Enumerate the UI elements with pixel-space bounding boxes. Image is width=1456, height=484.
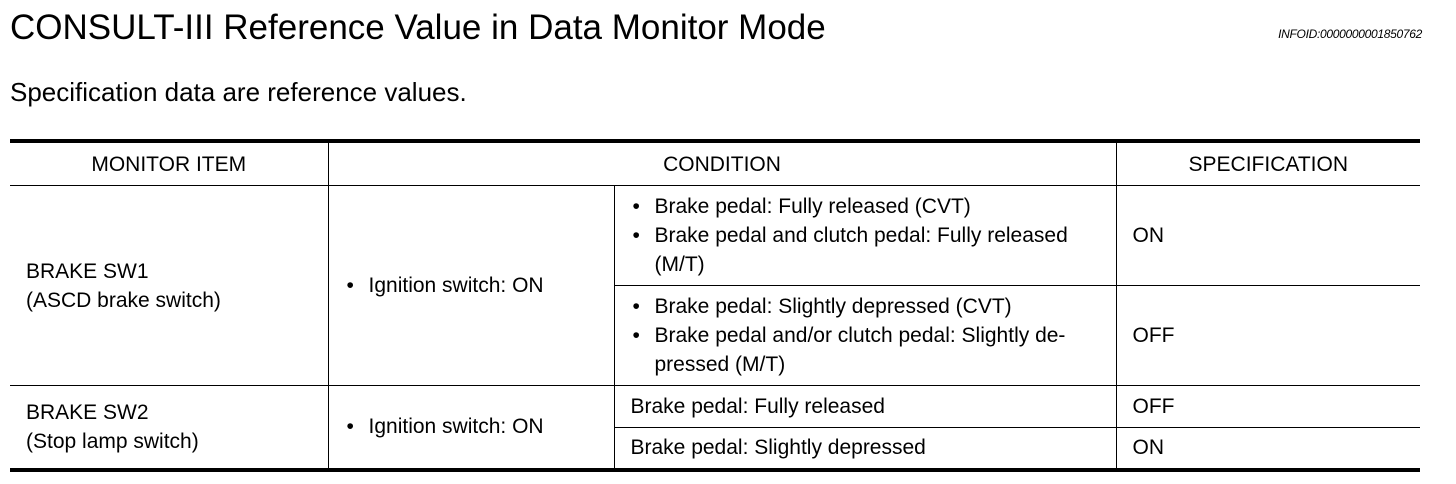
specification-value: OFF	[1116, 286, 1420, 386]
sub-condition-cell: Brake pedal: Fully released	[614, 386, 1116, 428]
page-title: CONSULT-III Reference Value in Data Monitor Mode	[10, 8, 826, 47]
main-condition: • Ignition switch: ON	[345, 412, 600, 441]
sub-condition-cell: Brake pedal: Slightly depressed	[614, 428, 1116, 470]
specification-value: ON	[1116, 428, 1420, 470]
monitor-item-desc: (Stop lamp switch)	[26, 429, 199, 453]
column-header-condition: CONDITION	[328, 141, 1116, 186]
column-header-specification: SPECIFICATION	[1116, 141, 1420, 186]
monitor-item-desc: (ASCD brake switch)	[26, 288, 221, 312]
table-header-row	[10, 141, 1420, 186]
monitor-item-name: BRAKE SW1	[26, 259, 149, 283]
info-id: INFOID:0000000001850762	[1278, 27, 1422, 41]
page-subtitle: Specification data are reference values.	[10, 77, 467, 107]
monitor-item-cell	[10, 386, 328, 470]
reference-value-table	[10, 139, 1420, 472]
main-condition-cell	[328, 186, 614, 386]
sub-condition: • Brake pedal: Slightly depressed (CVT)	[631, 292, 1102, 321]
specification-value: ON	[1116, 186, 1420, 286]
table-row	[10, 386, 1420, 428]
sub-condition-cell	[614, 286, 1116, 386]
column-header-monitor-item: MONITOR ITEM	[10, 141, 328, 186]
sub-condition: • Brake pedal: Fully released (CVT)	[631, 192, 1102, 221]
table-row	[10, 186, 1420, 286]
sub-condition: • Brake pedal and/or clutch pedal: Slightly de-pressed (M/T)	[631, 321, 1102, 379]
monitor-item-name: BRAKE SW2	[26, 400, 149, 424]
sub-condition-cell	[614, 186, 1116, 286]
main-condition-cell	[328, 386, 614, 470]
monitor-item-cell	[10, 186, 328, 386]
sub-condition: • Brake pedal and clutch pedal: Fully released (M/T)	[631, 221, 1102, 279]
main-condition: • Ignition switch: ON	[345, 271, 600, 300]
specification-value: OFF	[1116, 386, 1420, 428]
